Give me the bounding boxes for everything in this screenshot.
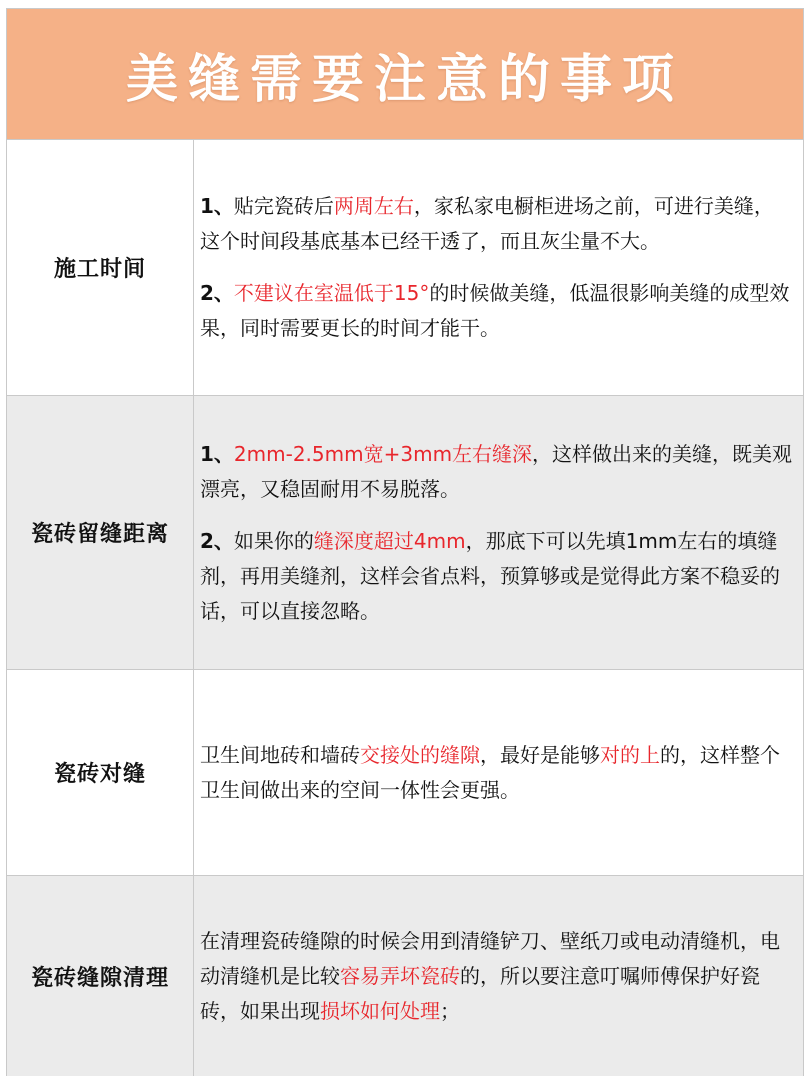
- notes-table: [6, 8, 804, 1076]
- note-paragraph: [200, 524, 793, 629]
- row-label: 施工时间: [7, 140, 194, 395]
- text-segment: 的，这样整个卫生间做出来的空间一体性会更强。: [200, 742, 780, 802]
- text-segment: ，这样做出来的美缝，既美观漂亮，又稳固耐用不易脱落。: [200, 441, 793, 501]
- row-label: 瓷砖缝隙清理: [7, 876, 194, 1076]
- highlight-text: 损坏如何处理: [320, 998, 440, 1023]
- item-number: 2、: [200, 528, 234, 553]
- note-paragraph: [200, 924, 793, 1029]
- highlight-text: 2mm-2.5mm宽+3mm左右缝深: [233, 441, 533, 466]
- text-segment: 卫生间地砖和墙砖: [200, 742, 360, 767]
- highlight-text: 两周左右: [333, 194, 414, 218]
- item-number: 1、: [200, 194, 234, 218]
- row-content: [194, 140, 803, 395]
- row-content: [194, 876, 803, 1076]
- text-segment: 在清理瓷砖缝隙的时候会用到清缝铲刀、壁纸刀或电动清缝机，电动清缝机是比较: [200, 928, 780, 988]
- note-paragraph: [200, 276, 793, 346]
- text-segment: 如果你的: [233, 528, 314, 553]
- highlight-text: 不建议在室温低于15°: [233, 281, 430, 305]
- text-segment: ，那底下可以先填1mm左右的填缝剂，再用美缝剂，这样会省点料，预算够或是觉得此方案不稳妥的话，可以直接忽略。: [200, 528, 780, 623]
- table-row-tile-alignment: [7, 670, 803, 876]
- table-row-tile-gap-width: [7, 396, 803, 670]
- row-label: 瓷砖留缝距离: [7, 396, 194, 669]
- note-paragraph: [200, 437, 793, 507]
- row-content: [194, 396, 803, 669]
- page-title: 美缝需要注意的事项: [125, 49, 684, 110]
- highlight-text: 交接处的缝隙: [360, 742, 480, 767]
- item-number: 1、: [200, 441, 234, 466]
- row-label: 瓷砖对缝: [7, 670, 194, 875]
- item-number: 2、: [200, 281, 234, 305]
- title-banner: [7, 9, 803, 140]
- row-content: [194, 670, 803, 875]
- text-segment: 的时候做美缝，低温很影响美缝的成型效果，同时需要更长的时间才能干。: [200, 281, 790, 340]
- text-segment: ，家私家电橱柜进场之前，可进行美缝，这个时间段基底基本已经干透了，而且灰尘量不大。: [200, 194, 774, 253]
- highlight-text: 缝深度超过4mm: [313, 528, 466, 553]
- text-segment: ；: [440, 998, 460, 1023]
- table-row-construction-time: [7, 140, 803, 396]
- highlight-text: 对的上: [600, 742, 660, 767]
- highlight-text: 容易弄坏瓷砖: [340, 963, 460, 988]
- text-segment: ，最好是能够: [480, 742, 600, 767]
- text-segment: 贴完瓷砖后: [233, 194, 334, 218]
- note-paragraph: [200, 738, 793, 808]
- note-paragraph: [200, 189, 793, 259]
- table-row-gap-cleaning: [7, 876, 803, 1076]
- text-segment: 的，所以要注意叮嘱师傅保护好瓷砖，如果出现: [200, 963, 760, 1023]
